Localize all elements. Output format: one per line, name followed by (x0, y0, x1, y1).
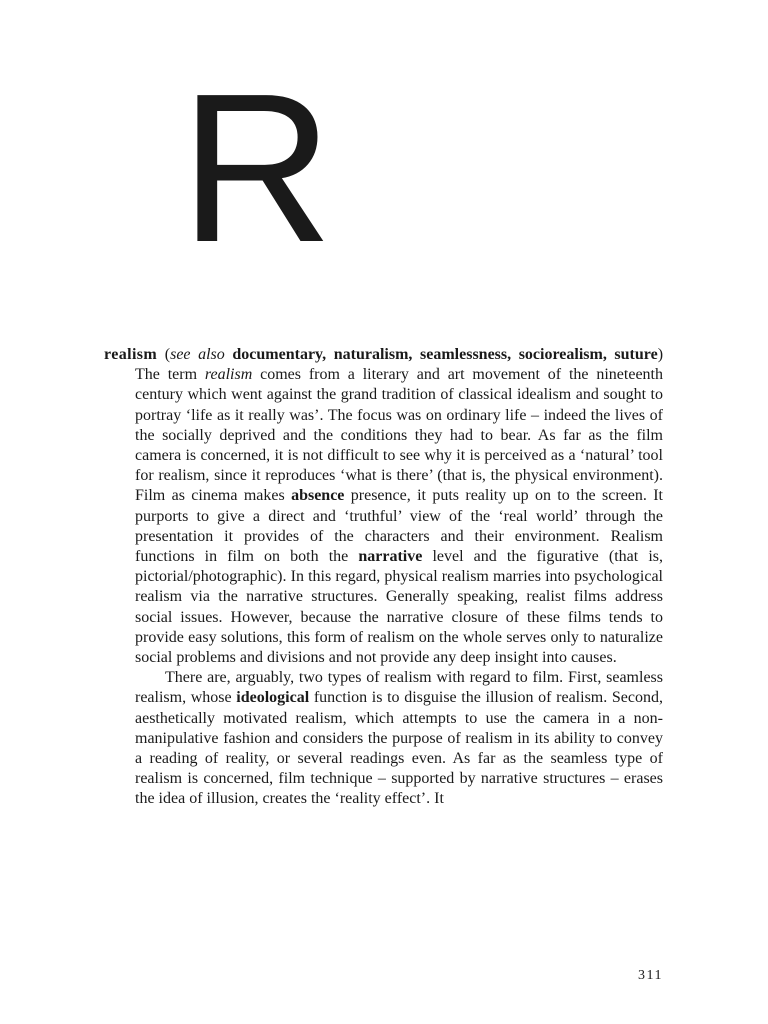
body-text: level and the figurative (that is, pictorial/photographic). In this regard, physical realism marries into psychological realism via the narrative structures. Generally speaking, realist films address social issues. However, because the narrative closure of these films tends to provide easy solutions, this form of realism on the whole serves only to naturalize social problems and divisions and not provide any deep insight into causes. (135, 548, 663, 667)
body-text: There are, arguably, two types of realism with regard to film. First, seamless realism, whose (135, 669, 663, 707)
body-text: comes from a literary and art movement of the nineteenth century which went against the grand tradition of classical idealism and sought to portray ‘life as it really was’. The focus was on ordinary life – indeed the lives of the socially deprived and the conditions they had to bear. As far as the film camera is concerned, it is not difficult to see why it is perceived as a ‘natural’ tool for realism, since it reproduces ‘what is there’ (that is, the physical environment). Film as cinema makes (135, 366, 663, 505)
entry-paragraph-2 (104, 668, 663, 809)
body-text: presence, it puts reality up on to the screen. It purports to give a direct and ‘truthful’ view of the ‘real world’ through the presentation it provides of the characters and their environment. Realism functions in film on both the (135, 487, 664, 566)
cross-references: documentary, naturalism, seamlessness, sociorealism, suture (232, 346, 658, 363)
dictionary-entry (104, 345, 663, 810)
body-text: The term (135, 366, 205, 384)
keyword-narrative: narrative (358, 548, 423, 566)
keyword-ideological: ideological (236, 689, 310, 707)
xref-open: ( (157, 346, 171, 363)
italic-term: realism (204, 366, 253, 384)
page-number: 311 (638, 968, 663, 983)
entry-paragraph-1 (104, 345, 663, 668)
xref-close: ) (657, 346, 664, 363)
entry-headword: realism (104, 346, 158, 363)
body-text: function is to disguise the illusion of realism. Second, aesthetically motivated realism, which attempts to use the camera in a non-manipulative fashion and considers the purpose of realism in its ability to convey a reading of reality, or several readings even. As far as the seamless type of realism is concerned, film technique – supported by narrative structures – erases the idea of illusion, creates the ‘reality effect’. It (135, 689, 663, 808)
section-letter: R (180, 49, 334, 286)
xref-lead: see also (170, 346, 225, 363)
keyword-absence: absence (291, 487, 345, 505)
